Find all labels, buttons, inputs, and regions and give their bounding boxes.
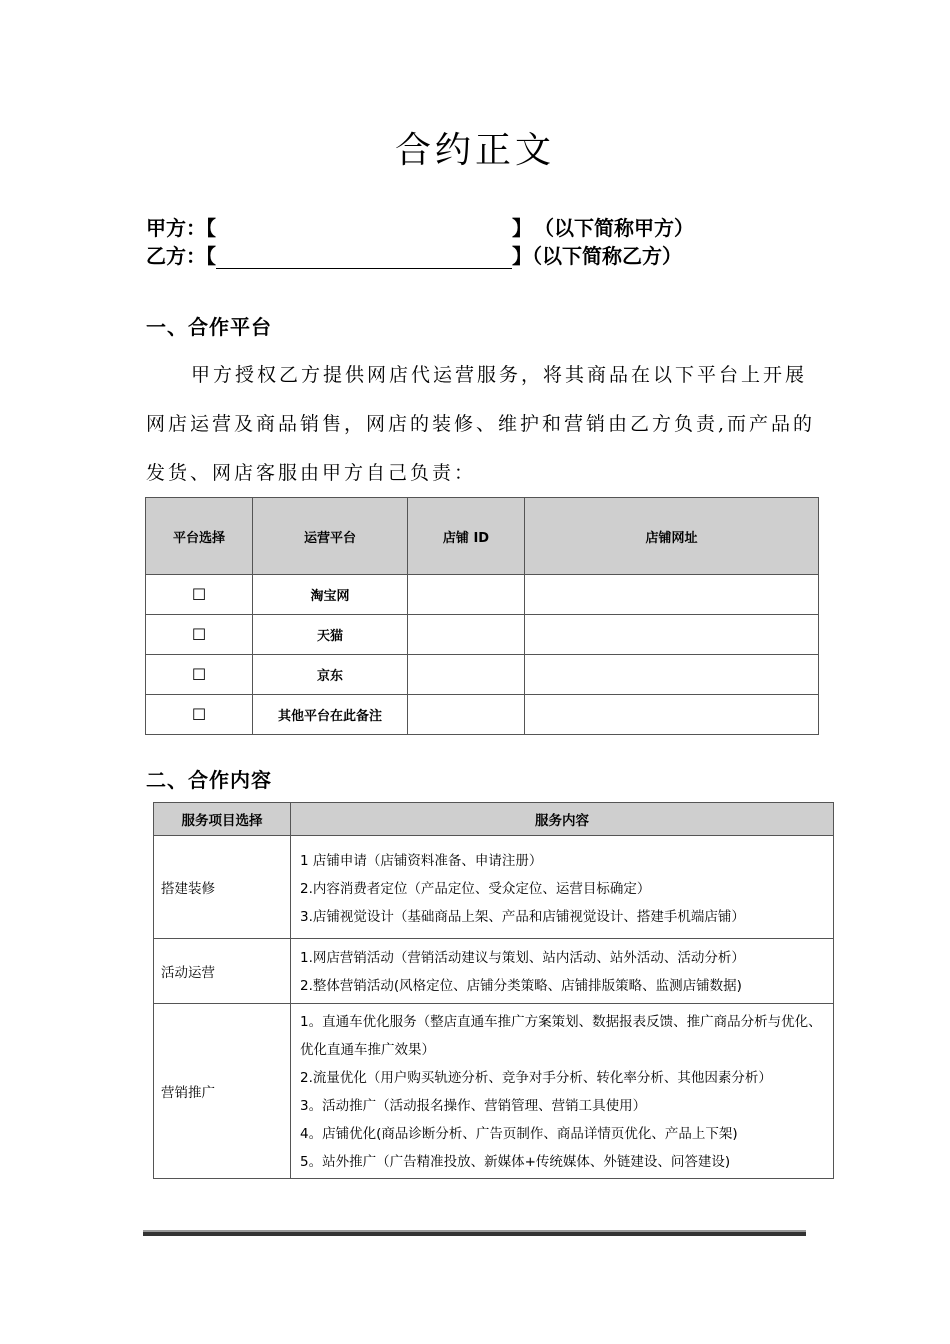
party-b-close-bracket: 】 (512, 244, 532, 268)
party-a-suffix: （以下简称甲方） (544, 216, 694, 240)
party-b-open-bracket: 【 (206, 244, 216, 268)
table-row (154, 836, 834, 939)
service-item: 3。活动推广（活动报名操作、营销管理、营销工具使用） (300, 1098, 647, 1114)
store-id-cell[interactable] (408, 695, 525, 735)
platform-checkbox[interactable]: ☐ (146, 615, 253, 655)
table-row (154, 1004, 834, 1179)
store-id-cell[interactable] (408, 575, 525, 615)
service-item: 1.网店营销活动（营销活动建议与策划、站内活动、站外活动、活动分析） (300, 950, 745, 966)
service-table (153, 802, 834, 1179)
service-item: 1 店铺申请（店铺资料准备、申请注册） (300, 853, 543, 869)
store-url-cell[interactable] (525, 655, 819, 695)
platform-checkbox[interactable]: ☐ (146, 575, 253, 615)
service-table-header (154, 803, 834, 836)
party-b-blank[interactable] (216, 268, 512, 269)
service-category: 活动运营 (154, 939, 291, 1004)
table-row (146, 575, 819, 615)
platform-name: 天猫 (253, 615, 408, 655)
section2-heading: 二、合作内容 (146, 768, 272, 792)
party-b-suffix: （以下简称乙方） (532, 244, 682, 268)
service-item: 4。店铺优化(商品诊断分析、广告页制作、商品详情页优化、产品上下架) (300, 1126, 738, 1142)
platform-table-header (146, 498, 819, 575)
platform-checkbox[interactable]: ☐ (146, 655, 253, 695)
header-platform: 运营平台 (253, 498, 408, 575)
service-item: 2.内容消费者定位（产品定位、受众定位、运营目标确定） (300, 881, 651, 897)
header-platform-select: 平台选择 (146, 498, 253, 575)
party-a-label: 甲方： (146, 216, 206, 240)
service-content (291, 836, 834, 939)
footer-divider (143, 1230, 806, 1236)
section1-heading: 一、合作平台 (146, 315, 272, 339)
store-id-cell[interactable] (408, 615, 525, 655)
store-id-cell[interactable] (408, 655, 525, 695)
service-item: 1。直通车优化服务（整店直通车推广方案策划、数据报表反馈、推广商品分析与优化、优化直通车推广效果） (300, 1014, 822, 1058)
service-category: 营销推广 (154, 1004, 291, 1179)
table-row (146, 655, 819, 695)
service-item: 2.流量优化（用户购买轨迹分析、竞争对手分析、转化率分析、其他因素分析） (300, 1070, 772, 1086)
party-a-close-bracket: 】 (512, 216, 532, 240)
document-title: 合约正文 (394, 130, 555, 171)
party-b-label: 乙方： (146, 244, 206, 268)
platform-name: 京东 (253, 655, 408, 695)
store-url-cell[interactable] (525, 575, 819, 615)
platform-name: 淘宝网 (253, 575, 408, 615)
platform-table (145, 497, 819, 735)
store-url-cell[interactable] (525, 615, 819, 655)
platform-name: 其他平台在此备注 (253, 695, 408, 735)
table-row (146, 695, 819, 735)
service-item: 2.整体营销活动(风格定位、店铺分类策略、店铺排版策略、监测店铺数据) (300, 978, 742, 994)
section1-paragraph: 甲方授权乙方提供网店代运营服务，将其商品在以下平台上开展网店运营及商品销售，网店的装修、维护和营销由乙方负责,而产品的发货、网店客服由甲方自己负责： (146, 364, 816, 484)
store-url-cell[interactable] (525, 695, 819, 735)
header-service-item: 服务项目选择 (154, 803, 291, 836)
service-item: 5。站外推广（广告精准投放、新媒体+传统媒体、外链建设、问答建设) (300, 1154, 731, 1170)
header-store-url: 店铺网址 (525, 498, 819, 575)
party-a-open-bracket: 【 (206, 216, 216, 240)
party-b-line (146, 240, 682, 269)
service-item: 3.店铺视觉设计（基础商品上架、产品和店铺视觉设计、搭建手机端店铺） (300, 909, 745, 925)
header-service-content: 服务内容 (291, 803, 834, 836)
service-content (291, 939, 834, 1004)
service-category: 搭建装修 (154, 836, 291, 939)
party-a-line (146, 212, 694, 241)
header-store-id: 店铺 ID (408, 498, 525, 575)
platform-checkbox[interactable]: ☐ (146, 695, 253, 735)
table-row (146, 615, 819, 655)
table-row (154, 939, 834, 1004)
service-content (291, 1004, 834, 1179)
